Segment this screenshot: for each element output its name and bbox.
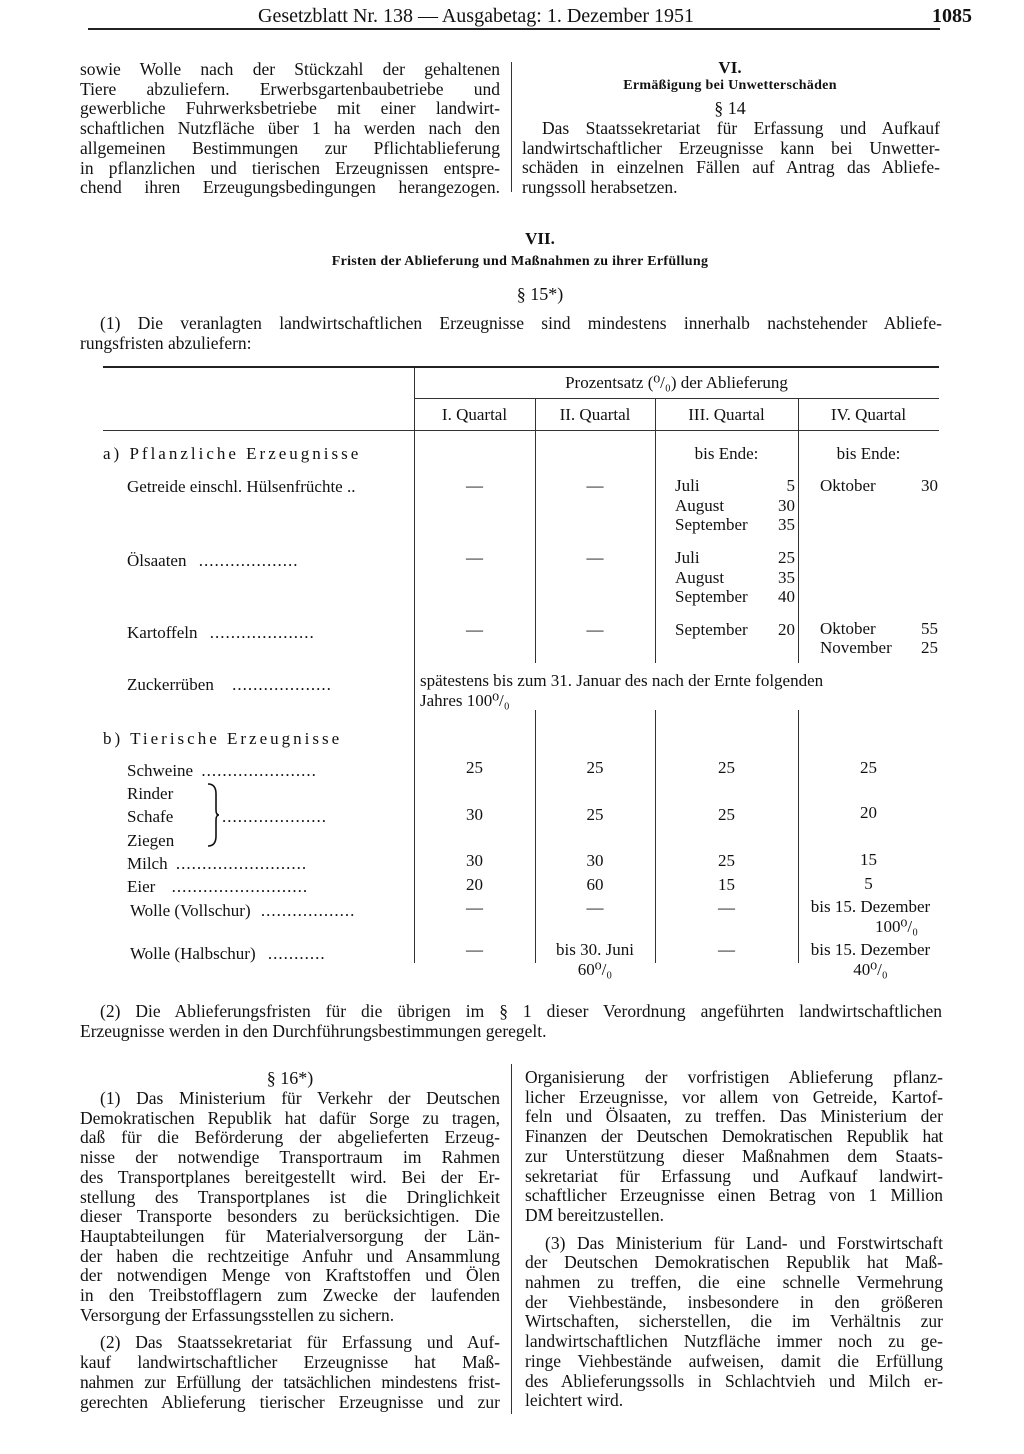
q3-month: August	[675, 496, 725, 515]
text-line: stellung des Transportplanes ist die Dringlichkeit	[80, 1186, 500, 1207]
row-label-text: Eier	[127, 877, 156, 896]
text-line: (1) Das Ministerium für Verkehr der Deutschen	[100, 1088, 500, 1108]
page-header	[240, 2, 972, 30]
q3-value: 35	[778, 515, 795, 534]
value-q1: 20	[466, 875, 483, 894]
row-label-wolle-halb	[130, 944, 326, 964]
after-table-text	[80, 1002, 942, 1041]
value-q1: 30	[466, 851, 483, 870]
paragraph-number: § 16*)	[266, 1068, 314, 1088]
row-label-getreide: Getreide einschl. Hülsenfrüchte ..	[127, 477, 356, 496]
leader-dots: ......................	[201, 761, 317, 780]
text-line: Versorgung der Erfassungsstellen zu sichern.	[80, 1304, 395, 1325]
text-line: nahmen zu treffen, die eine schnelle Vermehrung	[525, 1272, 943, 1293]
row-label-wolle-voll	[130, 901, 355, 921]
text-line: leichtert wird.	[525, 1390, 624, 1411]
text-line: schäden in einzelnen Fällen auf Antrag das Abliefe-	[522, 157, 940, 178]
paragraph-number: § 14	[714, 98, 746, 118]
section6-text	[522, 119, 940, 198]
section7-intro	[80, 314, 942, 353]
text-line: landwirtschaftlichen Nutzfläche immer noch zu ge-	[525, 1331, 943, 1352]
text-line: (3) Das Ministerium für Land- und Forstwirtschaft	[545, 1232, 943, 1253]
leader-dots: ....................	[209, 623, 315, 642]
row-label-text: Milch	[127, 854, 168, 873]
text-line: dieser Transporte besonders zu berücksichtigen. Die	[80, 1206, 500, 1227]
q4-value: 30	[921, 476, 938, 495]
value-q4: 5	[864, 874, 873, 893]
value-q2: 25	[586, 758, 604, 777]
value-q4: 20	[860, 803, 877, 822]
header-title: Gesetzblatt Nr. 138 — Ausgabetag: 1. Dezember 1951	[258, 5, 694, 27]
dash: —	[466, 620, 483, 639]
text-line: Finanzen der Deutschen Demokratischen Republik hat	[525, 1126, 943, 1147]
text-line: landwirtschaftlicher Erzeugnisse kann bei Unwetter-	[522, 137, 940, 158]
column-header: III. Quartal	[688, 405, 765, 424]
text-line: des Transportplanes bereitgestellt wird. Bei der Er-	[80, 1166, 500, 1187]
row-label-text: Wolle (Halbschur)	[130, 944, 256, 963]
q2-text: bis 30. Juni	[556, 940, 634, 959]
row-label-oelsaaten	[127, 551, 298, 571]
section-heading: Ermäßigung bei Unwetterschäden	[623, 78, 837, 93]
q3-month: Juli	[675, 548, 700, 567]
q4-text: bis 15. Dezember	[810, 940, 931, 959]
text-line: Demokratischen Republik hat dafür Sorge zu tragen,	[80, 1107, 500, 1128]
section-a-label: a) Pflanzliche Erzeugnisse	[103, 444, 362, 463]
column-divider	[511, 62, 512, 192]
row-label-text: Ölsaaten	[127, 551, 187, 570]
q3-month: September	[675, 587, 748, 606]
value-q4: 25	[860, 758, 877, 777]
q3-value: 40	[778, 587, 795, 606]
row-label-ziegen: Ziegen	[127, 831, 175, 850]
q4-month: November	[820, 638, 892, 657]
dash: —	[586, 476, 604, 495]
dash: —	[586, 548, 604, 567]
q4-month: Oktober	[820, 619, 876, 638]
q3-value: 25	[778, 548, 795, 567]
dash: —	[718, 940, 735, 959]
dash: —	[466, 548, 483, 567]
text-line: schaftlicher Erzeugnisse einen Betrag von 1 Million	[525, 1185, 943, 1206]
text-line: sowie Wolle nach der Stückzahl der gehaltenen	[80, 59, 500, 79]
q3-month: August	[675, 568, 725, 587]
bis-ende-q3: bis Ende:	[694, 444, 759, 463]
text-line: Erzeugnisse werden in den Durchführungsbestimmungen geregelt.	[80, 1020, 547, 1041]
text-line: gerechten Ablieferung tierischer Erzeugnisse und zur	[80, 1391, 500, 1412]
text-line: chend ihren Erzeugungsbedingungen herangezogen.	[80, 177, 500, 198]
q3-value: 30	[778, 496, 795, 515]
column-divider	[511, 1064, 512, 1414]
value-q3: 25	[718, 805, 735, 824]
row-label-text: Zuckerrüben	[127, 675, 214, 694]
text-line: nisse der notwendige Transportraum im Rahmen	[80, 1147, 500, 1168]
paragraph-number: § 15*)	[516, 284, 564, 304]
header-rule	[88, 28, 940, 30]
text-line: in den Treibstofflagern zum Zwecke der laufenden	[80, 1285, 500, 1306]
table-group-header: Prozentsatz (⁰/₀) der Ablieferung	[565, 373, 788, 392]
leader-dots: ..................	[260, 901, 356, 920]
row-label-milch	[127, 854, 307, 874]
section16-left	[80, 1089, 500, 1412]
q3-value: 35	[778, 568, 795, 587]
value-q1: 30	[466, 805, 483, 824]
value-q4: 15	[860, 850, 877, 869]
value-q2: 60	[586, 875, 604, 894]
row-label-zuckerrueben	[127, 675, 332, 695]
q4-text: bis 15. Dezember	[810, 897, 931, 916]
text-line: ringe Viehbestände aufweisen, damit die Erfüllung	[525, 1350, 943, 1371]
table-vline	[414, 368, 415, 963]
text-line: gewerbliche Fuhrwerksbetriebe mit einer landwirt-	[80, 98, 500, 119]
q4-month: Oktober	[820, 476, 876, 495]
column-header: II. Quartal	[559, 405, 631, 424]
text-line: nahmen zur Erfüllung der tatsächlichen mindestens frist-	[80, 1371, 500, 1392]
dash: —	[586, 620, 604, 639]
value-q3: 15	[718, 875, 735, 894]
table-vline	[655, 710, 656, 963]
section-numeral: VI.	[718, 58, 742, 77]
table-vline	[535, 710, 536, 963]
row-label-text: Wolle (Vollschur)	[130, 901, 251, 920]
q4-value: 55	[921, 619, 938, 638]
dash: —	[718, 898, 735, 917]
q3-value: 5	[786, 476, 795, 495]
text-line: Wirtschaften, sicherstellen, die im Verhältnis zur	[525, 1311, 943, 1332]
section-numeral: VII.	[525, 229, 555, 248]
text-line: der Viehbestände, insbesondere in den größeren	[525, 1291, 943, 1312]
value-q3: 25	[718, 851, 735, 870]
leader-dots: ....................	[222, 807, 327, 826]
q3-month: Juli	[675, 476, 700, 495]
row-label-text: Kartoffeln	[127, 623, 198, 642]
table-vline	[798, 398, 799, 663]
row-label-schweine	[127, 761, 317, 781]
text-line: (2) Die Ablieferungsfristen für die übrigen im § 1 dieser Verordnung angeführten landwirtschaftlichen	[100, 1001, 942, 1021]
text-line: sekretariat für Erfassung und Aufkauf landwirt-	[525, 1165, 943, 1186]
text-line: der notwendigen Menge von Kraftstoffen und Ölen	[80, 1265, 500, 1286]
leader-dots: ...........	[267, 944, 326, 963]
value-q2: 25	[586, 805, 604, 824]
dash: —	[466, 940, 483, 959]
text-line: rungsfristen abzuliefern:	[80, 332, 252, 353]
text-line: Tiere abzuliefern. Erwerbsgartenbaubetriebe und	[80, 78, 500, 99]
table-header-line	[103, 430, 939, 431]
text-line: Organisierung der vorfristigen Ablieferung pflanz-	[525, 1067, 943, 1087]
text-line: allgemeinen Bestimmungen zur Pflichtablieferung	[80, 137, 500, 158]
text-line: schaftlichen Nutzfläche über 1 ha werden nach den	[80, 118, 500, 139]
column-header: I. Quartal	[441, 405, 508, 424]
row-label-eier	[127, 877, 308, 897]
q3-month: September	[675, 515, 748, 534]
text-line: DM bereitzustellen.	[525, 1204, 664, 1225]
dash: —	[466, 898, 483, 917]
value-q2: 30	[586, 851, 604, 870]
q4-value: 25	[921, 638, 938, 657]
q4-text: 40⁰/₀	[853, 960, 888, 979]
text-line: der Deutschen Demokratischen Republik hat Maß-	[525, 1252, 943, 1273]
leader-dots: .........................	[175, 854, 308, 873]
top-left-column	[80, 60, 500, 198]
section-heading: Fristen der Ablieferung und Maßnahmen zu ihrer Erfüllung	[331, 254, 709, 269]
value-q3: 25	[718, 758, 735, 777]
text-line: Hauptabteilungen für Materialversorgung der Län-	[80, 1225, 500, 1246]
text-line: feln und Ölsaaten, zu treffen. Das Ministerium der	[525, 1106, 943, 1127]
value-q1: 25	[466, 758, 483, 777]
column-header: IV. Quartal	[830, 405, 907, 424]
row-label-rinder: Rinder	[127, 784, 174, 803]
table-header-line	[414, 398, 939, 399]
table-top-rule	[103, 366, 939, 368]
text-line: daß für die Beförderung der abgelieferten Erzeug-	[80, 1127, 500, 1148]
row-label-kartoffeln	[127, 623, 315, 643]
text-line: kauf landwirtschaftlicher Erzeugnisse hat Maß-	[80, 1352, 500, 1373]
row-label-text: Schweine	[127, 761, 194, 780]
zuckerrueben-text: Jahres 100⁰/₀	[420, 691, 510, 710]
bis-ende-q4: bis Ende:	[836, 444, 901, 463]
q2-text: 60⁰/₀	[577, 960, 613, 979]
leader-dots: ...................	[198, 551, 299, 570]
dash: —	[466, 476, 483, 495]
text-line: Das Staatssekretariat für Erfassung und Aufkauf	[542, 118, 940, 138]
text-line: in pflanzlichen und tierischen Erzeugnissen entspre-	[80, 157, 500, 178]
leader-dots: ...................	[232, 675, 332, 694]
brace-icon	[206, 782, 220, 848]
q4-text: 100⁰/₀	[875, 917, 918, 936]
q3-month: September	[675, 620, 748, 639]
zuckerrueben-text: spätestens bis zum 31. Januar des nach der Ernte folgenden	[420, 671, 824, 690]
section-b-label: b) Tierische Erzeugnisse	[103, 729, 343, 748]
text-line: des Ablieferungssolls in Schlachtvieh und Milch er-	[525, 1370, 943, 1391]
text-line: licher Erzeugnisse, vor allem von Getreide, Kartof-	[525, 1086, 943, 1107]
text-line: zur Unterstützung dieser Maßnahmen dem Staats-	[525, 1145, 943, 1166]
text-line: rungssoll herabsetzen.	[522, 177, 678, 198]
text-line: (2) Das Staatssekretariat für Erfassung und Auf-	[100, 1332, 500, 1353]
text-line: der haben die rechtzeitige Anfuhr und Ansammlung	[80, 1245, 500, 1266]
table-vline	[655, 398, 656, 663]
leader-dots: ..........................	[171, 877, 309, 896]
page-number: 1085	[932, 5, 972, 27]
row-label-schafe: Schafe	[127, 807, 174, 826]
dash: —	[586, 898, 604, 917]
section16-right	[525, 1068, 943, 1411]
q3-value: 20	[778, 620, 795, 639]
text-line: (1) Die veranlagten landwirtschaftlichen Erzeugnisse sind mindestens innerhalb nachstehender Abliefe-	[100, 313, 942, 333]
